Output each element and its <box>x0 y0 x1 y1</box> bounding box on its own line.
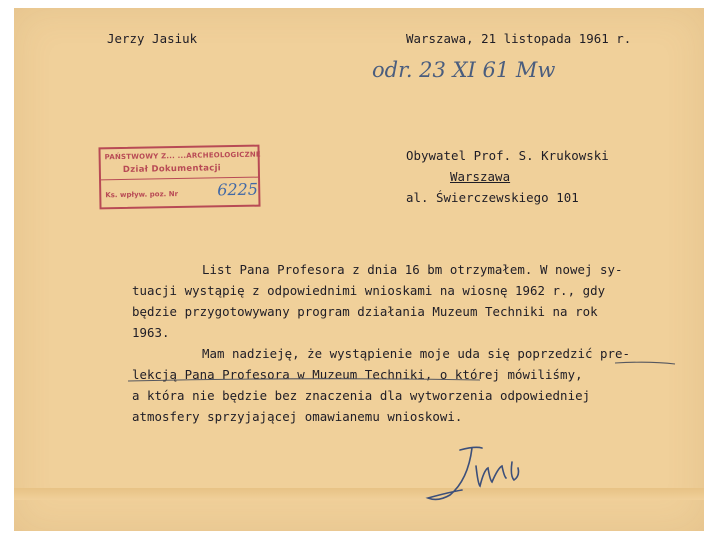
body-line: List Pana Profesora z dnia 16 bm otrzymałem. W nowej sy- <box>202 262 623 277</box>
letter-date: Warszawa, 21 listopada 1961 r. <box>406 31 632 46</box>
body-line: lekcją Pana Profesora w Muzeum Techniki, o której mówiliśmy, <box>132 367 583 382</box>
stamp-department: Dział Dokumentacji <box>122 163 222 175</box>
stamp-institution: PAŃSTWOWY Z... ...ARCHEOLOGICZNE <box>104 150 261 162</box>
underline-prelekcja <box>615 362 675 364</box>
signature-stroke <box>428 447 519 499</box>
recipient-city: Warszawa <box>450 169 511 184</box>
registry-stamp <box>98 145 260 210</box>
paper-fold <box>14 488 704 500</box>
stamp-number: 6225 <box>217 179 259 200</box>
handwritten-annotation: odr. 23 XI 61 Mw <box>372 58 556 82</box>
signature-drawing <box>420 440 530 508</box>
body-line: atmosfery sprzyjającej omawianemu wnioskowi. <box>132 409 463 424</box>
body-line: 1963. <box>132 325 170 340</box>
body-line: Mam nadzieję, że wystąpienie moje uda się poprzedzić pre- <box>202 346 631 361</box>
underline-lecture <box>128 379 480 381</box>
signature-text <box>470 470 473 471</box>
body-line: tuacji wystąpię z odpowiednimi wnioskami na wiosnę 1962 r., gdy <box>132 283 606 298</box>
sender-name: Jerzy Jasiuk <box>107 31 198 46</box>
pencil-underlines <box>120 355 680 391</box>
recipient-address: al. Świerczewskiego 101 <box>406 190 579 205</box>
body-line: będzie przygotowywany program działania Muzeum Techniki na rok <box>132 304 598 319</box>
stamp-register-label: Ks. wpływ. poz. Nr <box>105 190 179 200</box>
recipient-name: Obywatel Prof. S. Krukowski <box>406 148 609 163</box>
body-line: a która nie będzie bez znaczenia dla wytworzenia odpowiedniej <box>132 388 591 403</box>
